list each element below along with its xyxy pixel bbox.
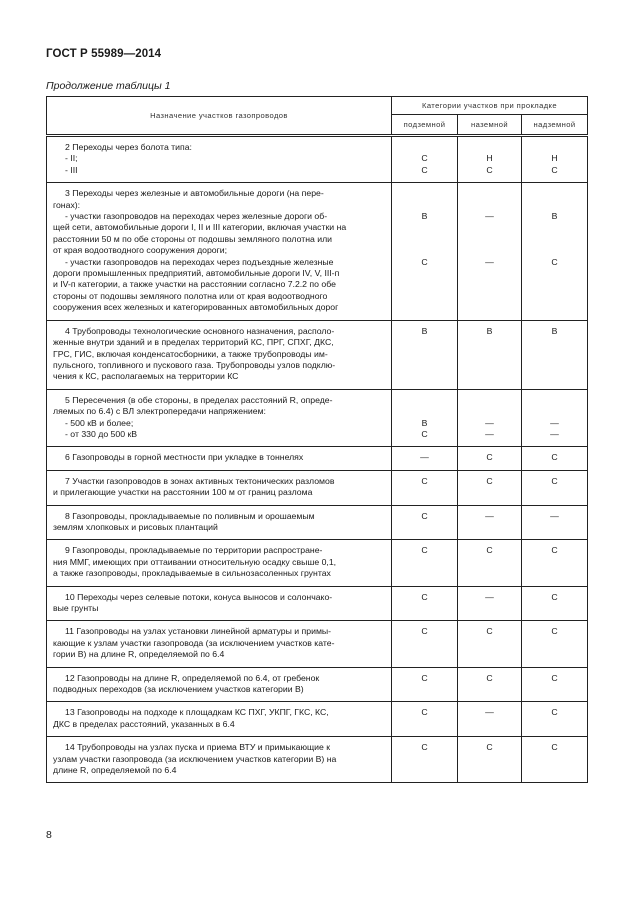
table-row xyxy=(47,389,588,447)
category-value xyxy=(458,395,521,406)
category-value: — xyxy=(485,510,494,521)
row-description xyxy=(47,586,392,621)
category-value xyxy=(522,245,587,256)
category-value: — xyxy=(550,510,559,521)
category-value: С xyxy=(486,742,493,753)
cat-overhead xyxy=(522,505,588,540)
row-description xyxy=(47,702,392,737)
category-value xyxy=(522,200,587,211)
category-value xyxy=(458,142,521,153)
category-value xyxy=(458,200,521,211)
description-line: 10 Переходы через селевые потоки, конуса выносов и солончако- xyxy=(65,591,333,602)
description-line: сооружения всех железных и категорированных автомобильных дорог xyxy=(53,302,339,313)
category-value: В xyxy=(551,211,558,221)
cat-ground xyxy=(458,320,522,389)
description-line: ДКС в пределах расстояний, указанных в 6.4 xyxy=(53,718,235,729)
row-description xyxy=(47,136,392,183)
category-value xyxy=(522,406,587,417)
document-header: ГОСТ Р 55989—2014 xyxy=(46,48,162,60)
category-value: С xyxy=(486,452,493,463)
row-description xyxy=(47,667,392,702)
category-value: С xyxy=(551,545,558,556)
cat-overhead xyxy=(522,389,588,447)
category-value: С xyxy=(551,256,558,267)
category-value: С xyxy=(421,164,428,175)
cat-ground xyxy=(458,737,522,783)
category-value: С xyxy=(421,510,428,521)
category-value: С xyxy=(551,452,558,463)
category-value: — xyxy=(485,256,494,267)
description-line: ния ММГ, имеющих при оттаивании относительную осадку свыше 0,1, xyxy=(53,556,337,567)
category-value: С xyxy=(421,591,428,602)
category-value xyxy=(522,142,587,153)
category-value: — xyxy=(550,428,559,439)
cat-underground xyxy=(392,389,458,447)
cat-ground xyxy=(458,540,522,586)
description-line: 6 Газопроводы в горной местности при укладке в тоннелях xyxy=(65,452,304,463)
category-value: С xyxy=(486,545,493,556)
description-line: длине R, определяемой по 6.4 xyxy=(53,765,177,776)
category-value: — xyxy=(550,417,559,428)
category-value xyxy=(392,222,457,233)
row-description xyxy=(47,320,392,389)
category-value: С xyxy=(551,164,558,175)
description-line: узлам участки газопровода (за исключением участков категории В) на xyxy=(53,753,337,764)
cat-ground xyxy=(458,621,522,667)
category-value: С xyxy=(486,626,493,637)
cat-ground xyxy=(458,505,522,540)
description-line: - III xyxy=(65,164,78,175)
col-header-purpose: Назначение участков газопроводов xyxy=(47,97,392,136)
category-value: С xyxy=(486,672,493,683)
table-row xyxy=(47,470,588,505)
category-value: Н xyxy=(551,153,558,164)
category-value: Н xyxy=(486,153,493,164)
description-line: 13 Газопроводы на подходе к площадкам КС ПХГ, УКПГ, ГКС, КС, xyxy=(65,707,329,718)
description-line: - II; xyxy=(65,153,78,164)
category-value xyxy=(392,188,457,199)
description-line: - участки газопроводов на переходах через железные дороги об- xyxy=(65,211,328,222)
description-line: 11 Газопроводы на узлах установки линейной арматуры и примы- xyxy=(65,626,332,637)
description-line: чения к КС, располагаемых на территории КС xyxy=(53,371,239,382)
description-line: пульсного, топливного и пускового газа. Трубопроводы узлов подклю- xyxy=(53,359,336,370)
category-value: — xyxy=(485,417,494,428)
row-description xyxy=(47,505,392,540)
category-value: С xyxy=(551,672,558,683)
description-line: 8 Газопроводы, прокладываемые по поливным и орошаемым xyxy=(65,510,315,521)
table-row xyxy=(47,737,588,783)
cat-underground xyxy=(392,621,458,667)
description-line: 3 Переходы через железные и автомобильные дороги (на пере- xyxy=(65,188,324,199)
table-row xyxy=(47,621,588,667)
cat-overhead xyxy=(522,667,588,702)
description-line: ляемых по 6.4) с ВЛ электропередачи напряжением: xyxy=(53,406,266,417)
cat-underground xyxy=(392,183,458,320)
cat-overhead xyxy=(522,183,588,320)
row-description xyxy=(47,540,392,586)
cat-ground xyxy=(458,183,522,320)
category-value: — xyxy=(485,211,494,221)
category-value: В xyxy=(421,211,428,221)
cat-underground xyxy=(392,470,458,505)
category-value: С xyxy=(421,626,428,637)
category-value: С xyxy=(551,475,558,486)
table-row xyxy=(47,702,588,737)
category-value xyxy=(392,406,457,417)
cat-underground xyxy=(392,737,458,783)
description-line: - от 330 до 500 кВ xyxy=(65,428,138,439)
description-line: кающие к узлам участки газопровода (за исключением участков кате- xyxy=(53,637,335,648)
category-value: С xyxy=(421,256,428,267)
cat-ground xyxy=(458,470,522,505)
category-value: В xyxy=(551,325,558,336)
description-line: стороны от подошвы земляного полотна или от края водоотводного xyxy=(53,290,328,301)
category-value: С xyxy=(421,475,428,486)
category-value xyxy=(458,406,521,417)
cat-underground xyxy=(392,447,458,470)
cat-underground xyxy=(392,136,458,183)
description-line: 9 Газопроводы, прокладываемые по территории распростране- xyxy=(65,545,323,556)
cat-overhead xyxy=(522,320,588,389)
col-header-categories: Категории участков при прокладке xyxy=(392,97,588,115)
category-value: В xyxy=(486,325,493,336)
cat-ground xyxy=(458,447,522,470)
category-value: С xyxy=(551,626,558,637)
category-value: — xyxy=(485,428,494,439)
cat-overhead xyxy=(522,470,588,505)
description-line: 7 Участки газопроводов в зонах активных тектонических разломов xyxy=(65,475,335,486)
table-row xyxy=(47,505,588,540)
cat-overhead xyxy=(522,702,588,737)
category-value xyxy=(458,222,521,233)
table-row xyxy=(47,320,588,389)
table-row xyxy=(47,136,588,183)
description-line: от края водоотводного сооружения дороги; xyxy=(53,245,228,256)
description-line: 14 Трубопроводы на узлах пуска и приема ВТУ и примыкающие к xyxy=(65,742,331,753)
description-line: 5 Пересечения (в обе стороны, в пределах расстояний R, опреде- xyxy=(65,394,333,405)
category-value: — xyxy=(485,707,494,718)
category-value: С xyxy=(421,672,428,683)
category-value xyxy=(392,142,457,153)
cat-ground xyxy=(458,389,522,447)
table-row xyxy=(47,540,588,586)
description-line: щей сети, автомобильные дороги I, II и III категории, включая участки на xyxy=(53,222,347,233)
description-line: землям хлопковых и рисовых плантаций xyxy=(53,521,218,532)
cat-overhead xyxy=(522,540,588,586)
cat-overhead xyxy=(522,586,588,621)
categories-table xyxy=(46,96,588,783)
description-line: - участки газопроводов на переходах через подъездные железные xyxy=(65,256,334,267)
category-value: С xyxy=(551,707,558,718)
category-value: — xyxy=(420,452,429,463)
category-value: В xyxy=(421,325,428,336)
description-line: дороги промышленных предприятий, автомобильные дороги IV, V, III-п xyxy=(53,268,340,279)
cat-underground xyxy=(392,586,458,621)
cat-overhead xyxy=(522,136,588,183)
table-row xyxy=(47,447,588,470)
cat-underground xyxy=(392,702,458,737)
cat-underground xyxy=(392,505,458,540)
category-value xyxy=(458,188,521,199)
description-line: и прилегающие участки на расстоянии 100 м от границ разлома xyxy=(53,487,313,498)
cat-ground xyxy=(458,136,522,183)
row-description xyxy=(47,737,392,783)
sub-header-ground: наземной xyxy=(458,115,522,136)
cat-ground xyxy=(458,702,522,737)
category-value: В xyxy=(421,417,428,428)
description-line: вые грунты xyxy=(53,603,99,613)
category-value xyxy=(392,234,457,245)
sub-header-overhead: надземной xyxy=(522,115,588,136)
category-value: С xyxy=(486,164,493,175)
category-value xyxy=(458,234,521,245)
category-value: — xyxy=(485,591,494,602)
table-body xyxy=(47,136,588,783)
category-value xyxy=(522,188,587,199)
cat-underground xyxy=(392,540,458,586)
cat-ground xyxy=(458,586,522,621)
description-line: 2 Переходы через болота типа: xyxy=(65,142,192,152)
row-description xyxy=(47,447,392,470)
description-line: подводных переходов (за исключением участков категории В) xyxy=(53,684,304,695)
description-line: и IV-п категории, а также участки на расстоянии согласно 7.2.2 по обе xyxy=(53,279,336,290)
category-value xyxy=(392,200,457,211)
category-value xyxy=(392,245,457,256)
page-number: 8 xyxy=(46,829,52,841)
category-value xyxy=(522,234,587,245)
category-value: С xyxy=(421,153,428,164)
description-line: расстоянии 50 м по обе стороны от подошвы земляного полотна или xyxy=(53,233,333,244)
cat-underground xyxy=(392,667,458,702)
description-line: гонах): xyxy=(53,199,81,210)
table-row xyxy=(47,183,588,320)
cat-overhead xyxy=(522,737,588,783)
category-value xyxy=(522,222,587,233)
category-value: С xyxy=(421,428,428,439)
row-description xyxy=(47,389,392,447)
cat-ground xyxy=(458,667,522,702)
category-value: С xyxy=(486,475,493,486)
category-value: С xyxy=(421,742,428,753)
description-line: гории В) на длине R, определяемой по 6.4 xyxy=(53,649,225,660)
table-row xyxy=(47,667,588,702)
description-line: ГРС, ГИС, включая конденсатосборники, а также трубопроводы им- xyxy=(53,348,328,359)
category-value xyxy=(392,395,457,406)
table-row xyxy=(47,586,588,621)
category-value: С xyxy=(421,707,428,718)
description-line: женные внутри зданий и в пределах территорий КС, ПРГ, СПХГ, ДКС, xyxy=(53,337,334,348)
category-value xyxy=(522,395,587,406)
description-line: 4 Трубопроводы технологические основного назначения, располо- xyxy=(65,325,335,336)
category-value: С xyxy=(421,545,428,556)
table-caption: Продолжение таблицы 1 xyxy=(46,80,171,92)
cat-overhead xyxy=(522,447,588,470)
description-line: а также газопроводы, прокладываемые в сильнозасоленных грунтах xyxy=(53,568,331,579)
row-description xyxy=(47,183,392,320)
cat-underground xyxy=(392,320,458,389)
sub-header-underground: подземной xyxy=(392,115,458,136)
category-value: С xyxy=(551,742,558,753)
description-line: 12 Газопроводы на длине R, определяемой по 6.4, от гребенок xyxy=(65,672,320,683)
cat-overhead xyxy=(522,621,588,667)
row-description xyxy=(47,470,392,505)
row-description xyxy=(47,621,392,667)
category-value xyxy=(458,245,521,256)
description-line: - 500 кВ и более; xyxy=(65,417,134,428)
category-value: С xyxy=(551,591,558,602)
